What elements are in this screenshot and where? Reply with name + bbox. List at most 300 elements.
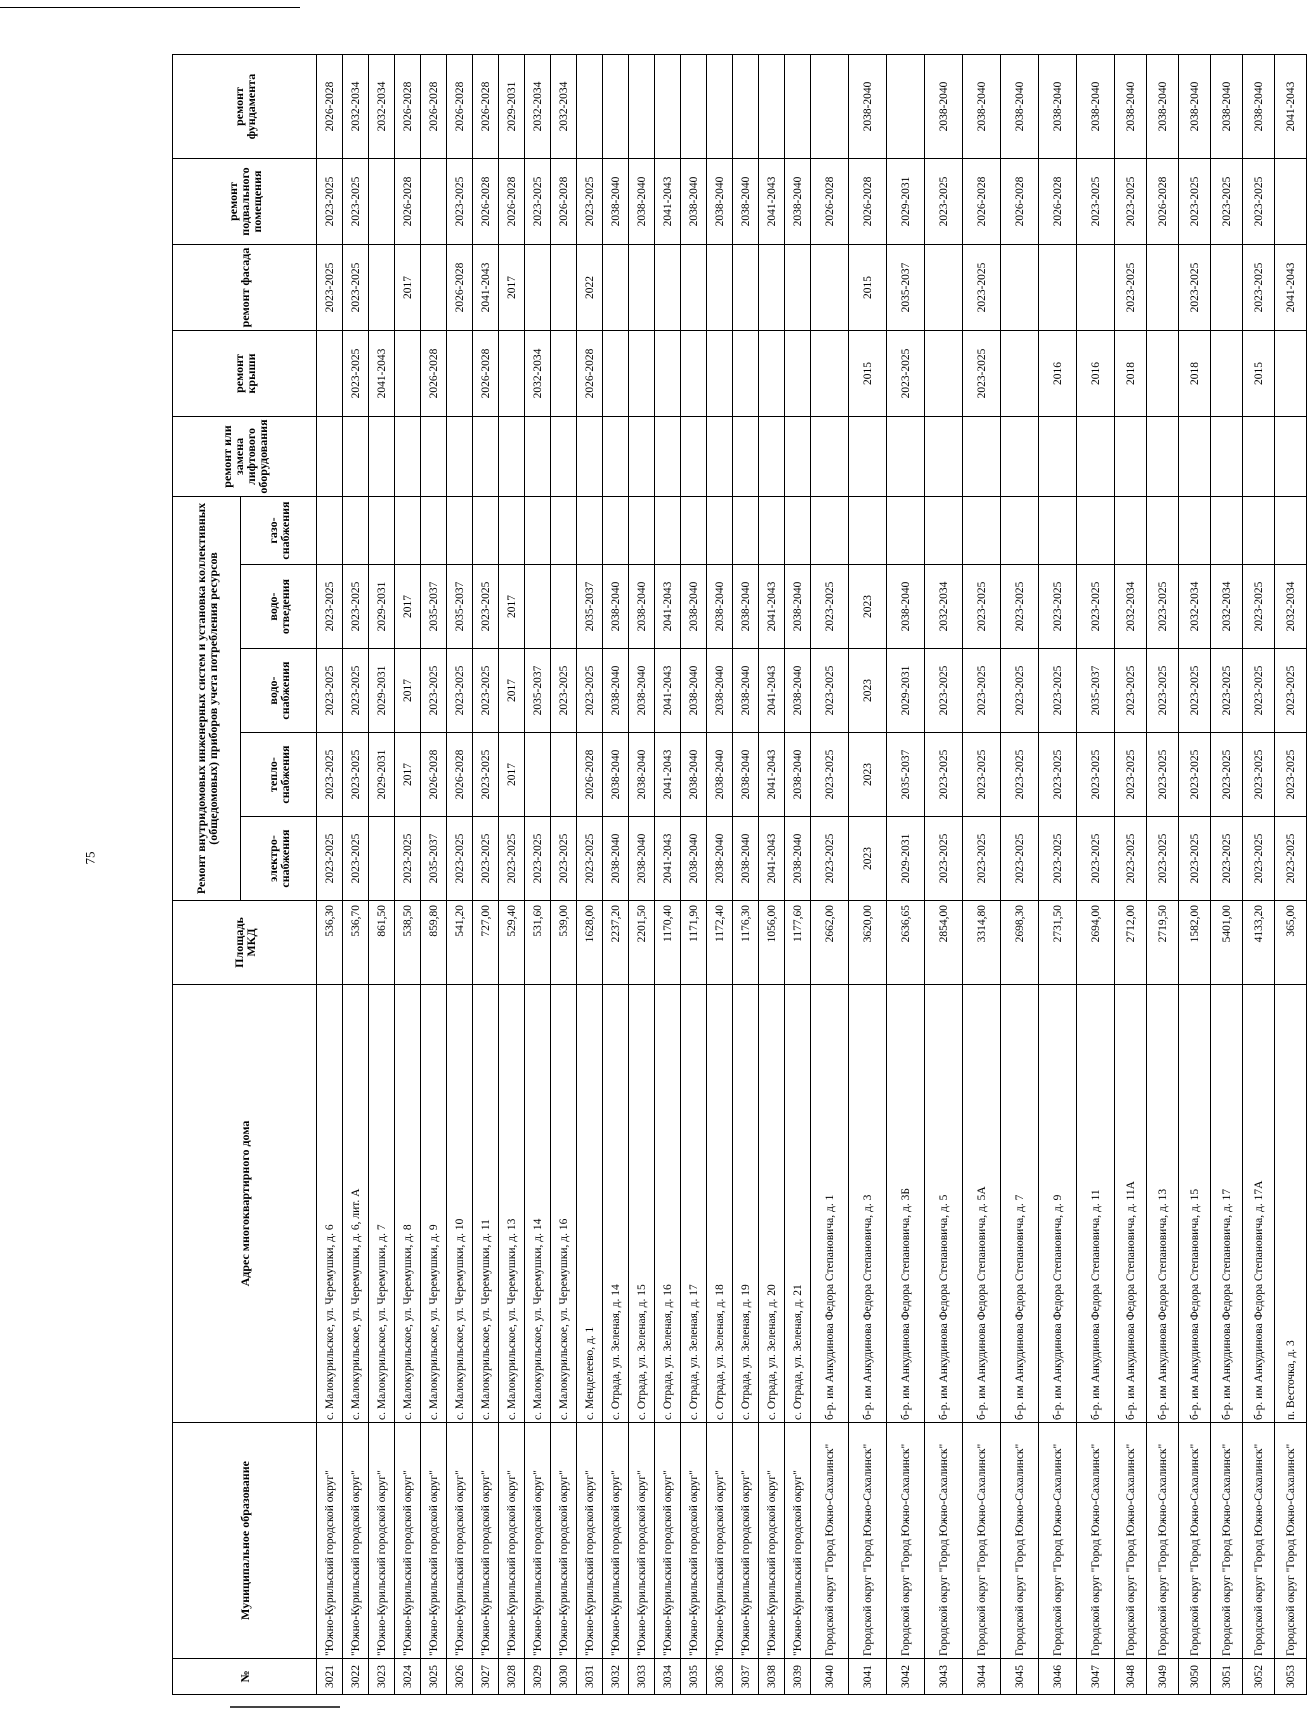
cell-area: 2237,20	[603, 901, 629, 985]
cell-base: 2026-2028	[963, 159, 1001, 245]
cell-facade	[1001, 245, 1039, 331]
cell-base: 2023-2025	[1115, 159, 1147, 245]
cell-addr: с. Малокурильское, ул. Черемушки, д. 11	[473, 985, 499, 1423]
cell-heat: 2017	[499, 733, 525, 817]
cell-roof	[681, 331, 707, 417]
cell-area: 2731,50	[1039, 901, 1077, 985]
cell-heat	[525, 733, 551, 817]
header-num: №	[173, 1659, 317, 1695]
cell-heat: 2026-2028	[577, 733, 603, 817]
cell-mo: "Южно-Курильский городской округ"	[447, 1423, 473, 1659]
cell-gas	[551, 497, 577, 565]
cell-facade: 2023-2025	[1179, 245, 1211, 331]
cell-el: 2023-2025	[525, 817, 551, 901]
cell-drain: 2038-2040	[887, 565, 925, 649]
cell-drain: 2017	[395, 565, 421, 649]
cell-area: 1582,00	[1179, 901, 1211, 985]
cell-drain: 2023-2025	[343, 565, 369, 649]
cell-water: 2041-2043	[655, 649, 681, 733]
cell-el: 2038-2040	[603, 817, 629, 901]
cell-facade	[551, 245, 577, 331]
cell-roof	[1211, 331, 1243, 417]
cell-roof	[655, 331, 681, 417]
cell-lift	[1147, 417, 1179, 497]
cell-area: 1172,40	[707, 901, 733, 985]
cell-addr: с. Малокурильское, ул. Черемушки, д. 6, лит. А	[343, 985, 369, 1423]
table-row	[1275, 55, 1307, 1695]
cell-roof: 2032-2034	[525, 331, 551, 417]
cell-found: 2026-2028	[421, 55, 447, 159]
cell-gas	[395, 497, 421, 565]
cell-area: 531,60	[525, 901, 551, 985]
cell-roof: 2023-2025	[963, 331, 1001, 417]
cell-el: 2038-2040	[681, 817, 707, 901]
header-address: Адрес многоквартирного дома	[173, 985, 317, 1423]
cell-heat	[551, 733, 577, 817]
cell-addr: с. Отрада, ул. Зеленая, д. 17	[681, 985, 707, 1423]
cell-mo: Городской округ "Город Южно-Сахалинск"	[963, 1423, 1001, 1659]
header-drainage: водо-отведения	[241, 565, 317, 649]
cell-heat: 2029-2031	[369, 733, 395, 817]
cell-base: 2038-2040	[707, 159, 733, 245]
cell-found: 2038-2040	[1147, 55, 1179, 159]
cell-gas	[577, 497, 603, 565]
cell-num: 3021	[317, 1659, 343, 1695]
cell-water: 2023-2025	[1115, 649, 1147, 733]
cell-water: 2023-2025	[421, 649, 447, 733]
cell-mo: "Южно-Курильский городской округ"	[707, 1423, 733, 1659]
cell-roof: 2018	[1115, 331, 1147, 417]
cell-num: 3052	[1243, 1659, 1275, 1695]
cell-facade	[707, 245, 733, 331]
cell-facade	[681, 245, 707, 331]
cell-mo: "Южно-Курильский городской округ"	[317, 1423, 343, 1659]
cell-facade	[1039, 245, 1077, 331]
cell-area: 1176,30	[733, 901, 759, 985]
cell-lift	[603, 417, 629, 497]
table-row	[707, 55, 733, 1695]
cell-el: 2023-2025	[1275, 817, 1307, 901]
cell-facade: 2017	[395, 245, 421, 331]
table-row	[577, 55, 603, 1695]
cell-num: 3026	[447, 1659, 473, 1695]
cell-el: 2023-2025	[499, 817, 525, 901]
cell-area: 2694,00	[1077, 901, 1115, 985]
cell-drain: 2017	[499, 565, 525, 649]
cell-drain: 2038-2040	[785, 565, 811, 649]
cell-num: 3037	[733, 1659, 759, 1695]
table-row	[1077, 55, 1115, 1695]
cell-gas	[759, 497, 785, 565]
table-row	[785, 55, 811, 1695]
cell-area: 529,40	[499, 901, 525, 985]
table-row	[317, 55, 343, 1695]
cell-heat: 2023-2025	[317, 733, 343, 817]
cell-base: 2026-2028	[849, 159, 887, 245]
header-water-supply: водо-снабжения	[241, 649, 317, 733]
cell-facade: 2041-2043	[473, 245, 499, 331]
cell-el: 2041-2043	[655, 817, 681, 901]
cell-roof	[925, 331, 963, 417]
cell-area: 1170,40	[655, 901, 681, 985]
cell-found	[681, 55, 707, 159]
cell-found: 2026-2028	[395, 55, 421, 159]
cell-area: 2662,00	[811, 901, 849, 985]
top-scan-rule	[0, 7, 300, 8]
cell-num: 3035	[681, 1659, 707, 1695]
cell-gas	[887, 497, 925, 565]
cell-heat: 2038-2040	[603, 733, 629, 817]
header-systems-group: Ремонт внутридомовых инженерных систем и установка коллективных (общедомовых) приборов учета потребления ресурсов	[173, 497, 241, 901]
cell-area: 1628,00	[577, 901, 603, 985]
cell-mo: Городской округ "Город Южно-Сахалинск"	[811, 1423, 849, 1659]
cell-water: 2017	[499, 649, 525, 733]
cell-roof	[733, 331, 759, 417]
cell-found: 2026-2028	[447, 55, 473, 159]
cell-el: 2023-2025	[317, 817, 343, 901]
cell-num: 3051	[1211, 1659, 1243, 1695]
cell-drain: 2023-2025	[1039, 565, 1077, 649]
cell-facade: 2022	[577, 245, 603, 331]
cell-facade: 2035-2037	[887, 245, 925, 331]
cell-addr: с. Отрада, ул. Зеленая, д. 15	[629, 985, 655, 1423]
cell-el: 2023-2025	[473, 817, 499, 901]
cell-heat: 2023-2025	[811, 733, 849, 817]
cell-water: 2035-2037	[525, 649, 551, 733]
cell-addr: с. Малокурильское, ул. Черемушки, д. 6	[317, 985, 343, 1423]
cell-roof: 2015	[849, 331, 887, 417]
cell-roof	[317, 331, 343, 417]
cell-drain	[525, 565, 551, 649]
cell-area: 2698,30	[1001, 901, 1039, 985]
cell-addr: с. Отрада, ул. Зеленая, д. 20	[759, 985, 785, 1423]
cell-roof	[499, 331, 525, 417]
cell-el: 2023-2025	[1077, 817, 1115, 901]
cell-el: 2038-2040	[629, 817, 655, 901]
cell-base: 2023-2025	[525, 159, 551, 245]
cell-base: 2026-2028	[1039, 159, 1077, 245]
header-basement: ремонт подвального помещения	[173, 159, 317, 245]
cell-lift	[759, 417, 785, 497]
cell-drain: 2023-2025	[811, 565, 849, 649]
cell-heat: 2023-2025	[343, 733, 369, 817]
cell-gas	[447, 497, 473, 565]
cell-area: 3314,80	[963, 901, 1001, 985]
cell-lift	[1115, 417, 1147, 497]
header-area: Площадь МКД	[173, 901, 317, 985]
cell-area: 1171,90	[681, 901, 707, 985]
cell-base: 2038-2040	[629, 159, 655, 245]
cell-base: 2038-2040	[733, 159, 759, 245]
cell-roof	[603, 331, 629, 417]
cell-gas	[849, 497, 887, 565]
cell-drain: 2035-2037	[447, 565, 473, 649]
cell-found	[759, 55, 785, 159]
cell-lift	[551, 417, 577, 497]
cell-el: 2023-2025	[1147, 817, 1179, 901]
cell-num: 3033	[629, 1659, 655, 1695]
cell-lift	[369, 417, 395, 497]
cell-mo: "Южно-Курильский городской округ"	[603, 1423, 629, 1659]
cell-water: 2023-2025	[343, 649, 369, 733]
cell-facade	[925, 245, 963, 331]
cell-found: 2032-2034	[369, 55, 395, 159]
cell-base: 2026-2028	[499, 159, 525, 245]
cell-mo: Городской округ "Город Южно-Сахалинск"	[1077, 1423, 1115, 1659]
cell-num: 3040	[811, 1659, 849, 1695]
cell-num: 3049	[1147, 1659, 1179, 1695]
table-row	[473, 55, 499, 1695]
cell-facade: 2015	[849, 245, 887, 331]
cell-addr: с. Отрада, ул. Зеленая, д. 21	[785, 985, 811, 1423]
cell-water: 2023-2025	[1275, 649, 1307, 733]
cell-num: 3023	[369, 1659, 395, 1695]
cell-el: 2023-2025	[343, 817, 369, 901]
cell-addr: б-р. им Анкудинова Федора Степановича, д. 13	[1147, 985, 1179, 1423]
cell-found: 2026-2028	[317, 55, 343, 159]
cell-heat: 2023-2025	[473, 733, 499, 817]
cell-addr: с. Отрада, ул. Зеленая, д. 16	[655, 985, 681, 1423]
cell-area: 539,00	[551, 901, 577, 985]
cell-gas	[1211, 497, 1243, 565]
cell-area: 2719,50	[1147, 901, 1179, 985]
cell-base	[421, 159, 447, 245]
cell-gas	[785, 497, 811, 565]
cell-mo: "Южно-Курильский городской округ"	[395, 1423, 421, 1659]
cell-found: 2032-2034	[551, 55, 577, 159]
cell-num: 3043	[925, 1659, 963, 1695]
cell-water: 2023-2025	[1147, 649, 1179, 733]
cell-facade	[369, 245, 395, 331]
cell-base: 2026-2028	[551, 159, 577, 245]
table-row	[849, 55, 887, 1695]
cell-num: 3053	[1275, 1659, 1307, 1695]
cell-found	[603, 55, 629, 159]
cell-mo: "Южно-Курильский городской округ"	[733, 1423, 759, 1659]
cell-facade	[1211, 245, 1243, 331]
table-row	[681, 55, 707, 1695]
rotated-table-container	[172, 55, 1297, 1695]
cell-addr: б-р. им Анкудинова Федора Степановича, д. 3Б	[887, 985, 925, 1423]
cell-water: 2023-2025	[1179, 649, 1211, 733]
cell-gas	[1179, 497, 1211, 565]
cell-lift	[629, 417, 655, 497]
cell-heat: 2038-2040	[785, 733, 811, 817]
cell-addr: б-р. им Анкудинова Федора Степановича, д. 1	[811, 985, 849, 1423]
cell-drain: 2023	[849, 565, 887, 649]
cell-found	[629, 55, 655, 159]
cell-facade	[655, 245, 681, 331]
table-row	[655, 55, 681, 1695]
cell-facade	[785, 245, 811, 331]
cell-water: 2023-2025	[1039, 649, 1077, 733]
cell-drain	[551, 565, 577, 649]
bottom-scan-rule	[230, 1706, 340, 1708]
cell-el: 2023-2025	[1001, 817, 1039, 901]
table-row	[1147, 55, 1179, 1695]
cell-el: 2023-2025	[1211, 817, 1243, 901]
cell-area: 4133,20	[1243, 901, 1275, 985]
cell-roof: 2041-2043	[369, 331, 395, 417]
cell-base: 2026-2028	[811, 159, 849, 245]
cell-mo: "Южно-Курильский городской округ"	[499, 1423, 525, 1659]
table-row	[1115, 55, 1147, 1695]
table-row	[887, 55, 925, 1695]
cell-el: 2023-2025	[395, 817, 421, 901]
cell-gas	[1243, 497, 1275, 565]
cell-base: 2026-2028	[1001, 159, 1039, 245]
cell-lift	[887, 417, 925, 497]
cell-roof	[395, 331, 421, 417]
cell-el: 2023-2025	[447, 817, 473, 901]
header-roof: ремонт крыши	[173, 331, 317, 417]
cell-roof: 2026-2028	[421, 331, 447, 417]
cell-drain: 2041-2043	[655, 565, 681, 649]
cell-el: 2023-2025	[551, 817, 577, 901]
cell-water: 2038-2040	[707, 649, 733, 733]
cell-gas	[499, 497, 525, 565]
cell-lift	[811, 417, 849, 497]
cell-area: 5401,00	[1211, 901, 1243, 985]
cell-water: 2038-2040	[629, 649, 655, 733]
cell-gas	[963, 497, 1001, 565]
cell-num: 3038	[759, 1659, 785, 1695]
cell-lift	[395, 417, 421, 497]
capital-repair-table	[172, 54, 1307, 1695]
cell-num: 3041	[849, 1659, 887, 1695]
cell-facade	[759, 245, 785, 331]
cell-area: 536,70	[343, 901, 369, 985]
cell-el: 2023-2025	[811, 817, 849, 901]
cell-heat: 2041-2043	[655, 733, 681, 817]
cell-area: 861,50	[369, 901, 395, 985]
cell-drain: 2041-2043	[759, 565, 785, 649]
cell-found: 2038-2040	[1243, 55, 1275, 159]
cell-addr: с. Менделеево, д. 1	[577, 985, 603, 1423]
cell-water: 2038-2040	[603, 649, 629, 733]
table-row	[447, 55, 473, 1695]
cell-mo: Городской округ "Город Южно-Сахалинск"	[1275, 1423, 1307, 1659]
cell-mo: Городской округ "Город Южно-Сахалинск"	[1147, 1423, 1179, 1659]
cell-gas	[1039, 497, 1077, 565]
cell-found	[733, 55, 759, 159]
cell-water: 2038-2040	[733, 649, 759, 733]
cell-roof	[447, 331, 473, 417]
cell-mo: "Южно-Курильский городской округ"	[577, 1423, 603, 1659]
cell-num: 3025	[421, 1659, 447, 1695]
cell-mo: "Южно-Курильский городской округ"	[525, 1423, 551, 1659]
cell-mo: Городской округ "Город Южно-Сахалинск"	[887, 1423, 925, 1659]
table-row	[525, 55, 551, 1695]
cell-water: 2023-2025	[551, 649, 577, 733]
cell-base: 2038-2040	[603, 159, 629, 245]
header-facade: ремонт фасада	[173, 245, 317, 331]
cell-gas	[343, 497, 369, 565]
cell-water: 2023-2025	[925, 649, 963, 733]
cell-roof: 2026-2028	[473, 331, 499, 417]
cell-facade: 2023-2025	[1115, 245, 1147, 331]
cell-num: 3042	[887, 1659, 925, 1695]
cell-mo: Городской округ "Город Южно-Сахалинск"	[1243, 1423, 1275, 1659]
cell-num: 3036	[707, 1659, 733, 1695]
cell-gas	[1077, 497, 1115, 565]
cell-heat: 2023-2025	[1211, 733, 1243, 817]
cell-roof: 2016	[1039, 331, 1077, 417]
cell-drain: 2038-2040	[629, 565, 655, 649]
cell-gas	[811, 497, 849, 565]
table-row	[925, 55, 963, 1695]
cell-mo: Городской округ "Город Южно-Сахалинск"	[1115, 1423, 1147, 1659]
cell-found: 2038-2040	[1211, 55, 1243, 159]
cell-addr: п. Весточка, д. 3	[1275, 985, 1307, 1423]
cell-water: 2041-2043	[759, 649, 785, 733]
table-row	[603, 55, 629, 1695]
cell-base: 2023-2025	[317, 159, 343, 245]
cell-mo: Городской округ "Город Южно-Сахалинск"	[1001, 1423, 1039, 1659]
cell-drain: 2032-2034	[1275, 565, 1307, 649]
header-foundation: ремонт фундамента	[173, 55, 317, 159]
cell-num: 3022	[343, 1659, 369, 1695]
cell-gas	[681, 497, 707, 565]
cell-heat: 2038-2040	[733, 733, 759, 817]
cell-roof	[785, 331, 811, 417]
cell-mo: "Южно-Курильский городской округ"	[681, 1423, 707, 1659]
cell-num: 3030	[551, 1659, 577, 1695]
cell-water: 2023-2025	[447, 649, 473, 733]
cell-lift	[421, 417, 447, 497]
cell-roof	[629, 331, 655, 417]
cell-heat: 2038-2040	[681, 733, 707, 817]
cell-base: 2038-2040	[681, 159, 707, 245]
document-sheet	[172, 55, 1297, 1695]
cell-heat: 2038-2040	[707, 733, 733, 817]
cell-lift	[655, 417, 681, 497]
cell-el: 2038-2040	[733, 817, 759, 901]
cell-num: 3044	[963, 1659, 1001, 1695]
cell-roof	[1147, 331, 1179, 417]
cell-el: 2023	[849, 817, 887, 901]
cell-el: 2038-2040	[785, 817, 811, 901]
cell-heat: 2023-2025	[963, 733, 1001, 817]
cell-facade: 2023-2025	[963, 245, 1001, 331]
cell-heat: 2023-2025	[925, 733, 963, 817]
cell-found: 2029-2031	[499, 55, 525, 159]
cell-mo: "Южно-Курильский городской округ"	[551, 1423, 577, 1659]
cell-mo: "Южно-Курильский городской округ"	[343, 1423, 369, 1659]
cell-area: 3620,00	[849, 901, 887, 985]
cell-found: 2041-2043	[1275, 55, 1307, 159]
cell-lift	[1179, 417, 1211, 497]
cell-addr: с. Малокурильское, ул. Черемушки, д. 9	[421, 985, 447, 1423]
cell-mo: "Южно-Курильский городской округ"	[473, 1423, 499, 1659]
cell-water: 2023-2025	[473, 649, 499, 733]
cell-mo: "Южно-Курильский городской округ"	[655, 1423, 681, 1659]
cell-area: 538,50	[395, 901, 421, 985]
cell-el: 2023-2025	[1039, 817, 1077, 901]
cell-mo: "Южно-Курильский городской округ"	[759, 1423, 785, 1659]
cell-mo: Городской округ "Город Южно-Сахалинск"	[1039, 1423, 1077, 1659]
cell-lift	[1039, 417, 1077, 497]
table-row	[369, 55, 395, 1695]
cell-drain: 2032-2034	[925, 565, 963, 649]
cell-area: 1056,00	[759, 901, 785, 985]
cell-area: 727,00	[473, 901, 499, 985]
cell-roof: 2026-2028	[577, 331, 603, 417]
table-row	[963, 55, 1001, 1695]
cell-mo: "Южно-Курильский городской округ"	[421, 1423, 447, 1659]
cell-water: 2023-2025	[1001, 649, 1039, 733]
cell-drain: 2023-2025	[1147, 565, 1179, 649]
